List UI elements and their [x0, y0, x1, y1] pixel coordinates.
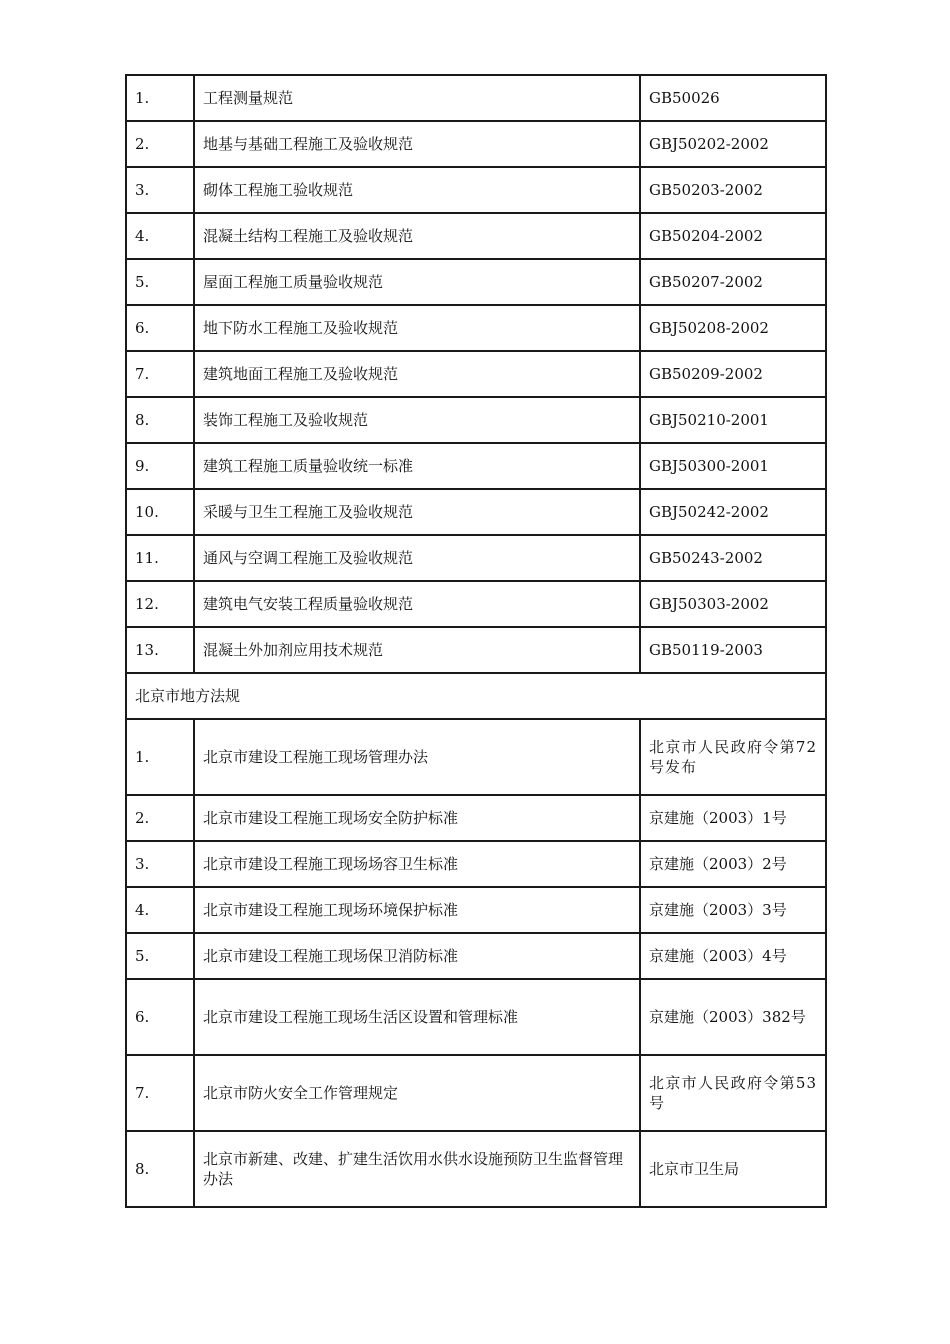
regulation-source: 北京市人民政府令第72号发布: [640, 719, 826, 795]
standard-code: GB50119-2003: [640, 627, 826, 673]
table-row: [126, 351, 826, 397]
table-row: [126, 979, 826, 1055]
standard-code: GBJ50242-2002: [640, 489, 826, 535]
regulation-source: 京建施（2003）382号: [640, 979, 826, 1055]
table-row: [126, 443, 826, 489]
table-row: [126, 887, 826, 933]
row-number: 6.: [126, 979, 194, 1055]
regulation-name: 北京市建设工程施工现场环境保护标准: [194, 887, 640, 933]
regulation-source: 京建施（2003）2号: [640, 841, 826, 887]
row-number: 1.: [126, 719, 194, 795]
table-row: [126, 933, 826, 979]
table-row: [126, 75, 826, 121]
table-row: [126, 841, 826, 887]
standard-code: GBJ50300-2001: [640, 443, 826, 489]
regulation-name: 北京市建设工程施工现场场容卫生标准: [194, 841, 640, 887]
table-row: [126, 121, 826, 167]
regulation-name: 北京市建设工程施工现场生活区设置和管理标准: [194, 979, 640, 1055]
row-number: 2.: [126, 795, 194, 841]
table-row: [126, 213, 826, 259]
standard-code: GB50243-2002: [640, 535, 826, 581]
standard-code: GB50204-2002: [640, 213, 826, 259]
row-number: 11.: [126, 535, 194, 581]
row-number: 12.: [126, 581, 194, 627]
section-title: 北京市地方法规: [126, 673, 826, 719]
standard-code: GB50203-2002: [640, 167, 826, 213]
standard-name: 装饰工程施工及验收规范: [194, 397, 640, 443]
standard-name: 建筑工程施工质量验收统一标准: [194, 443, 640, 489]
standard-code: GB50209-2002: [640, 351, 826, 397]
table-row: [126, 1055, 826, 1131]
regulation-source: 京建施（2003）3号: [640, 887, 826, 933]
standard-code: GBJ50210-2001: [640, 397, 826, 443]
row-number: 13.: [126, 627, 194, 673]
standard-code: GB50026: [640, 75, 826, 121]
standard-code: GBJ50202-2002: [640, 121, 826, 167]
table-row: [126, 1131, 826, 1207]
table-row: [126, 795, 826, 841]
table-row: [126, 581, 826, 627]
regulation-name: 北京市建设工程施工现场管理办法: [194, 719, 640, 795]
row-number: 7.: [126, 1055, 194, 1131]
standard-name: 地基与基础工程施工及验收规范: [194, 121, 640, 167]
standard-name: 屋面工程施工质量验收规范: [194, 259, 640, 305]
standard-name: 混凝土结构工程施工及验收规范: [194, 213, 640, 259]
row-number: 4.: [126, 213, 194, 259]
row-number: 8.: [126, 397, 194, 443]
table-row: [126, 167, 826, 213]
row-number: 10.: [126, 489, 194, 535]
row-number: 1.: [126, 75, 194, 121]
row-number: 5.: [126, 933, 194, 979]
regulation-name: 北京市防火安全工作管理规定: [194, 1055, 640, 1131]
table-row: [126, 719, 826, 795]
standard-name: 混凝土外加剂应用技术规范: [194, 627, 640, 673]
table-row: [126, 397, 826, 443]
row-number: 3.: [126, 167, 194, 213]
regulation-source: 京建施（2003）4号: [640, 933, 826, 979]
row-number: 6.: [126, 305, 194, 351]
standard-name: 采暖与卫生工程施工及验收规范: [194, 489, 640, 535]
regulation-name: 北京市新建、改建、扩建生活饮用水供水设施预防卫生监督管理办法: [194, 1131, 640, 1207]
regulation-name: 北京市建设工程施工现场安全防护标准: [194, 795, 640, 841]
section-header-row: [126, 673, 826, 719]
standard-code: GBJ50303-2002: [640, 581, 826, 627]
standard-code: GBJ50208-2002: [640, 305, 826, 351]
standard-name: 建筑电气安装工程质量验收规范: [194, 581, 640, 627]
regulation-source: 北京市卫生局: [640, 1131, 826, 1207]
row-number: 9.: [126, 443, 194, 489]
row-number: 4.: [126, 887, 194, 933]
standards-table: [125, 74, 827, 1208]
standard-name: 地下防水工程施工及验收规范: [194, 305, 640, 351]
regulation-source: 京建施（2003）1号: [640, 795, 826, 841]
standard-name: 砌体工程施工验收规范: [194, 167, 640, 213]
regulation-source: 北京市人民政府令第53号: [640, 1055, 826, 1131]
table-row: [126, 489, 826, 535]
standard-name: 建筑地面工程施工及验收规范: [194, 351, 640, 397]
row-number: 7.: [126, 351, 194, 397]
regulation-name: 北京市建设工程施工现场保卫消防标准: [194, 933, 640, 979]
table-row: [126, 627, 826, 673]
table-row: [126, 259, 826, 305]
row-number: 3.: [126, 841, 194, 887]
row-number: 5.: [126, 259, 194, 305]
standard-code: GB50207-2002: [640, 259, 826, 305]
row-number: 8.: [126, 1131, 194, 1207]
standard-name: 工程测量规范: [194, 75, 640, 121]
table-row: [126, 535, 826, 581]
table-row: [126, 305, 826, 351]
row-number: 2.: [126, 121, 194, 167]
standard-name: 通风与空调工程施工及验收规范: [194, 535, 640, 581]
